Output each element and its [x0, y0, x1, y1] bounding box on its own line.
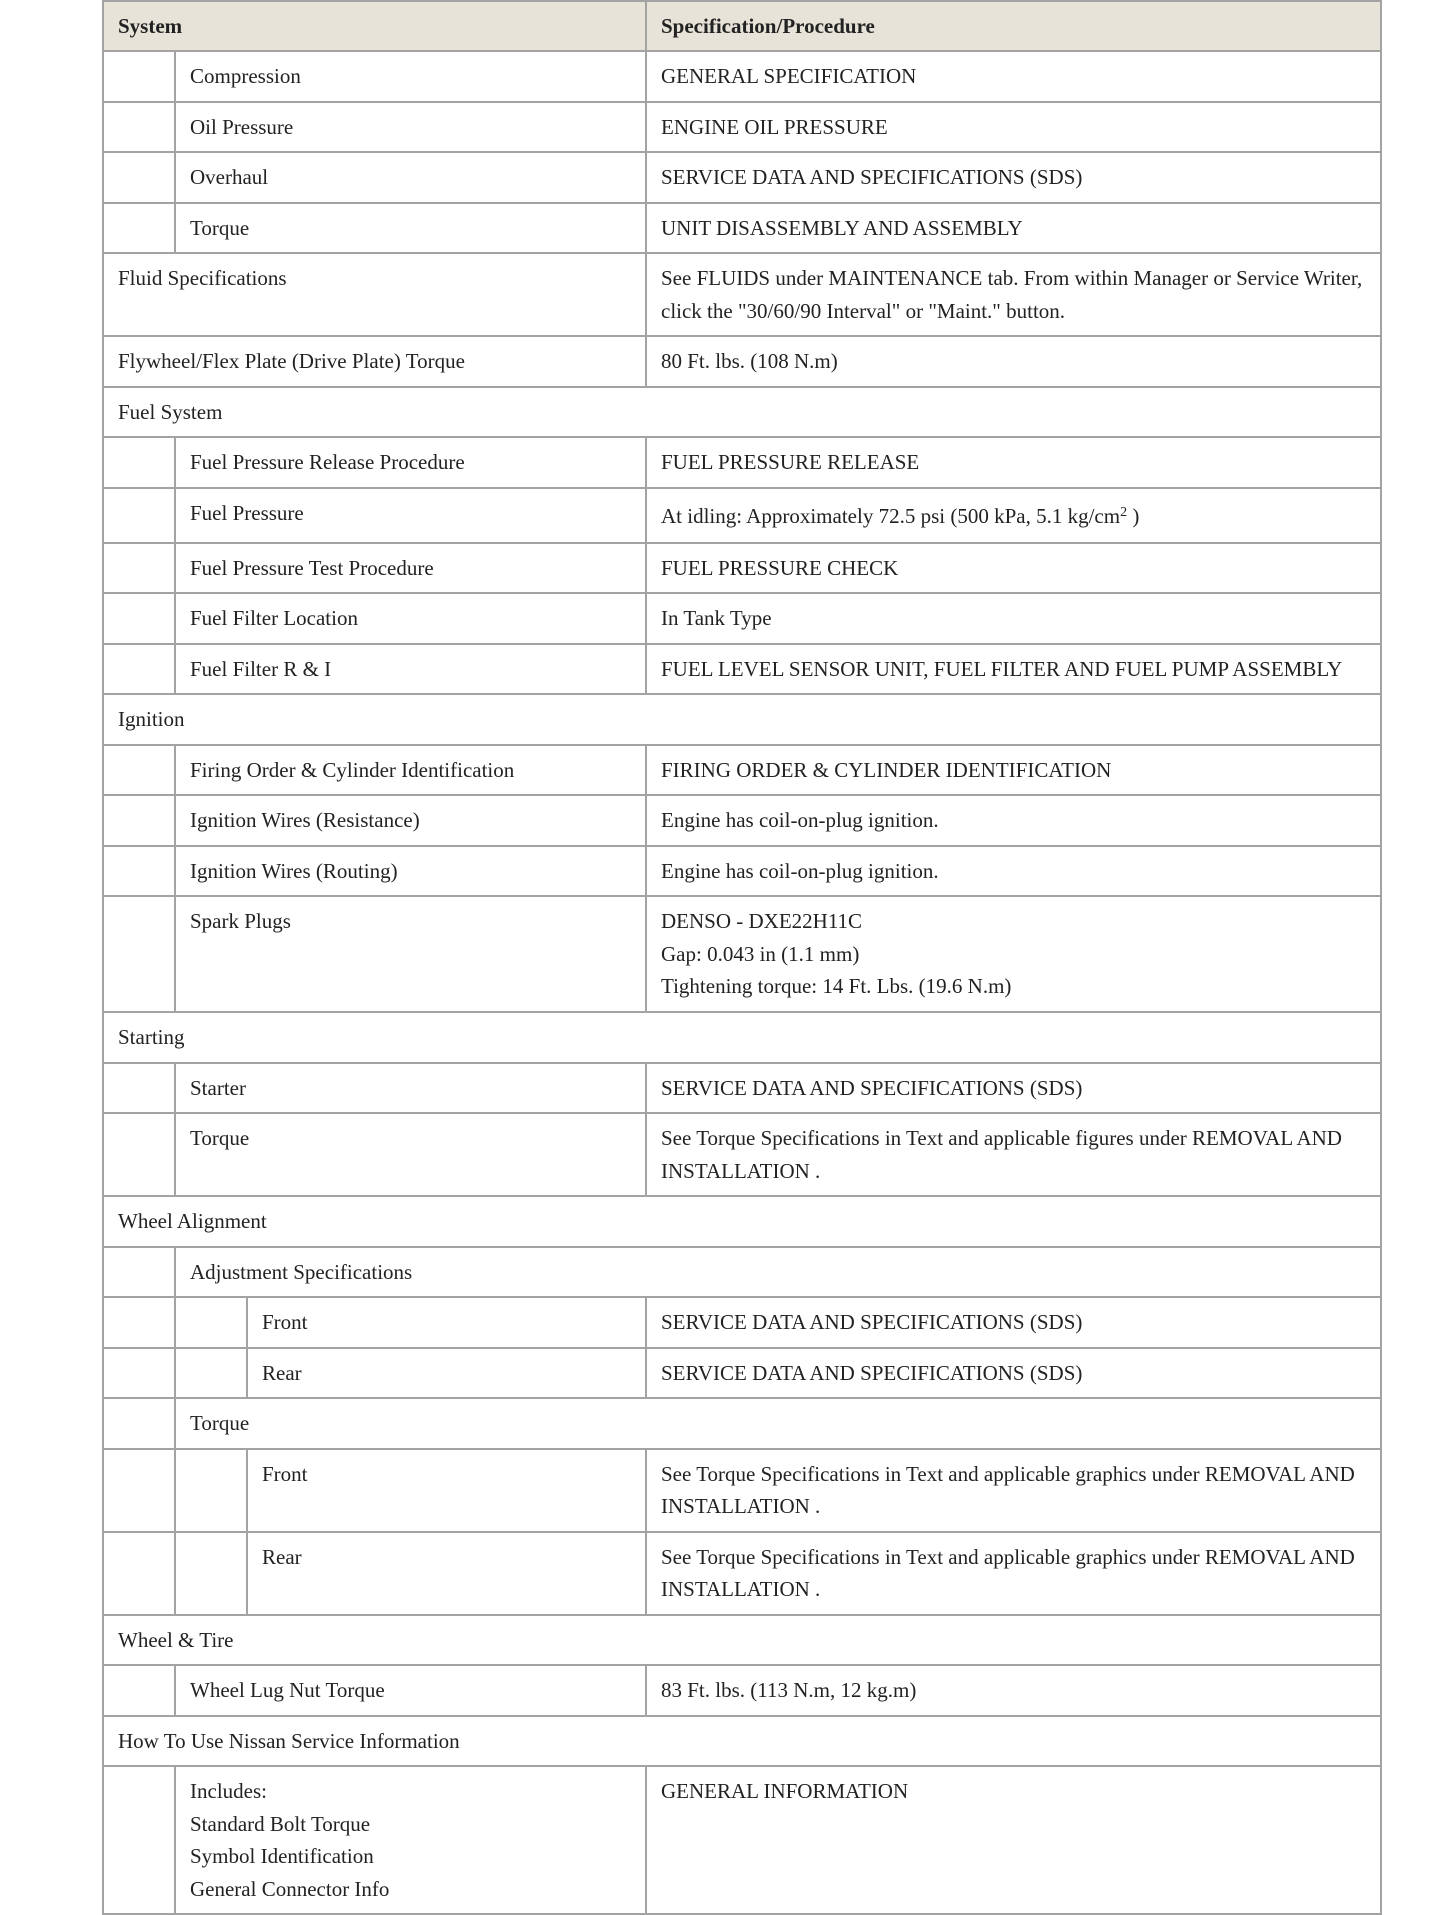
includes-line: Standard Bolt Torque: [190, 1811, 371, 1836]
table-row: [103, 336, 1381, 387]
row-label: Fuel Pressure: [175, 488, 646, 543]
row-value: See Torque Specifications in Text and applicable graphics under REMOVAL AND INSTALLATION .: [646, 1532, 1381, 1615]
row-label: Torque: [175, 1113, 646, 1196]
row-value: GENERAL INFORMATION: [646, 1766, 1381, 1914]
subsection-row: [103, 1398, 1381, 1449]
spark-plug-line: DENSO - DXE22H11C: [661, 909, 863, 933]
row-value: UNIT DISASSEMBLY AND ASSEMBLY: [646, 203, 1381, 254]
row-label: Compression: [175, 51, 646, 102]
section-label: Ignition: [103, 694, 1381, 745]
table-row: [103, 846, 1381, 897]
row-label: Fuel Pressure Test Procedure: [175, 543, 646, 594]
table-row: [103, 644, 1381, 695]
row-value: SERVICE DATA AND SPECIFICATIONS (SDS): [646, 1348, 1381, 1399]
row-label: Ignition Wires (Routing): [175, 846, 646, 897]
section-row: [103, 1716, 1381, 1767]
row-label: Wheel Lug Nut Torque: [175, 1665, 646, 1716]
table-row: [103, 745, 1381, 796]
includes-line: General Connector Info: [190, 1876, 390, 1901]
row-value: SERVICE DATA AND SPECIFICATIONS (SDS): [646, 1063, 1381, 1114]
row-value: 83 Ft. lbs. (113 N.m, 12 kg.m): [646, 1665, 1381, 1716]
row-label: Ignition Wires (Resistance): [175, 795, 646, 846]
row-value: SERVICE DATA AND SPECIFICATIONS (SDS): [646, 1297, 1381, 1348]
subsection-label: Adjustment Specifications: [175, 1247, 1381, 1298]
row-label: Overhaul: [175, 152, 646, 203]
table-row: [103, 152, 1381, 203]
section-label: Wheel Alignment: [103, 1196, 1381, 1247]
section-label: Fuel System: [103, 387, 1381, 438]
row-label: Fuel Filter R & I: [175, 644, 646, 695]
row-label: [175, 1766, 646, 1914]
row-label: Torque: [175, 203, 646, 254]
section-label: Starting: [103, 1012, 1381, 1063]
header-system: System: [103, 1, 646, 51]
row-value: In Tank Type: [646, 593, 1381, 644]
table-row: [103, 203, 1381, 254]
row-value: See Torque Specifications in Text and applicable graphics under REMOVAL AND INSTALLATION .: [646, 1449, 1381, 1532]
table-row: [103, 543, 1381, 594]
spark-plug-line: Tightening torque: 14 Ft. Lbs. (19.6 N.m): [661, 974, 1012, 998]
row-value: See Torque Specifications in Text and applicable figures under REMOVAL AND INSTALLATION .: [646, 1113, 1381, 1196]
row-value: See FLUIDS under MAINTENANCE tab. From within Manager or Service Writer, click the "30/60/90 Interval" or "Maint." button.: [646, 253, 1381, 336]
row-value: FIRING ORDER & CYLINDER IDENTIFICATION: [646, 745, 1381, 796]
specification-table: [102, 0, 1382, 1915]
row-label: Rear: [247, 1532, 646, 1615]
section-label: Wheel & Tire: [103, 1615, 1381, 1666]
table-row: [103, 795, 1381, 846]
row-label: Oil Pressure: [175, 102, 646, 153]
row-value: ENGINE OIL PRESSURE: [646, 102, 1381, 153]
row-label: Front: [247, 1297, 646, 1348]
row-label: Fuel Filter Location: [175, 593, 646, 644]
table-row: [103, 896, 1381, 1012]
table-header-row: [103, 1, 1381, 51]
table-row: [103, 1766, 1381, 1914]
row-label: Fuel Pressure Release Procedure: [175, 437, 646, 488]
table-row: [103, 1665, 1381, 1716]
section-row: [103, 387, 1381, 438]
section-row: [103, 1012, 1381, 1063]
row-value: FUEL PRESSURE RELEASE: [646, 437, 1381, 488]
table-row: [103, 437, 1381, 488]
row-value: Engine has coil-on-plug ignition.: [646, 795, 1381, 846]
table-row: [103, 1532, 1381, 1615]
row-value: Engine has coil-on-plug ignition.: [646, 846, 1381, 897]
section-row: [103, 694, 1381, 745]
includes-line: Includes:: [190, 1779, 267, 1803]
row-value: [646, 896, 1381, 1012]
row-value: FUEL LEVEL SENSOR UNIT, FUEL FILTER AND FUEL PUMP ASSEMBLY: [646, 644, 1381, 695]
table-row: [103, 102, 1381, 153]
row-value: SERVICE DATA AND SPECIFICATIONS (SDS): [646, 152, 1381, 203]
spark-plug-line: Gap: 0.043 in (1.1 mm): [661, 941, 860, 966]
row-label: Flywheel/Flex Plate (Drive Plate) Torque: [103, 336, 646, 387]
row-value: 80 Ft. lbs. (108 N.m): [646, 336, 1381, 387]
table-row: [103, 1449, 1381, 1532]
table-row: [103, 1063, 1381, 1114]
row-value: At idling: Approximately 72.5 psi (500 kPa, 5.1 $kg/cm^2$ ): [646, 488, 1381, 543]
section-row: [103, 1196, 1381, 1247]
includes-line: Symbol Identification: [190, 1844, 374, 1868]
table-row: [103, 593, 1381, 644]
table-row: [103, 1348, 1381, 1399]
section-row: [103, 1615, 1381, 1666]
row-label: Rear: [247, 1348, 646, 1399]
table-row: [103, 51, 1381, 102]
header-specification: Specification/Procedure: [646, 1, 1381, 51]
table-row: [103, 1297, 1381, 1348]
subsection-label: Torque: [175, 1398, 1381, 1449]
section-label: How To Use Nissan Service Information: [103, 1716, 1381, 1767]
subsection-row: [103, 1247, 1381, 1298]
row-label: Front: [247, 1449, 646, 1532]
row-label: Firing Order & Cylinder Identification: [175, 745, 646, 796]
row-value: FUEL PRESSURE CHECK: [646, 543, 1381, 594]
table-row: [103, 1113, 1381, 1196]
row-value: GENERAL SPECIFICATION: [646, 51, 1381, 102]
row-label: Starter: [175, 1063, 646, 1114]
table-row: [103, 488, 1381, 543]
row-label: Spark Plugs: [175, 896, 646, 1012]
row-label: Fluid Specifications: [103, 253, 646, 336]
table-row: [103, 253, 1381, 336]
